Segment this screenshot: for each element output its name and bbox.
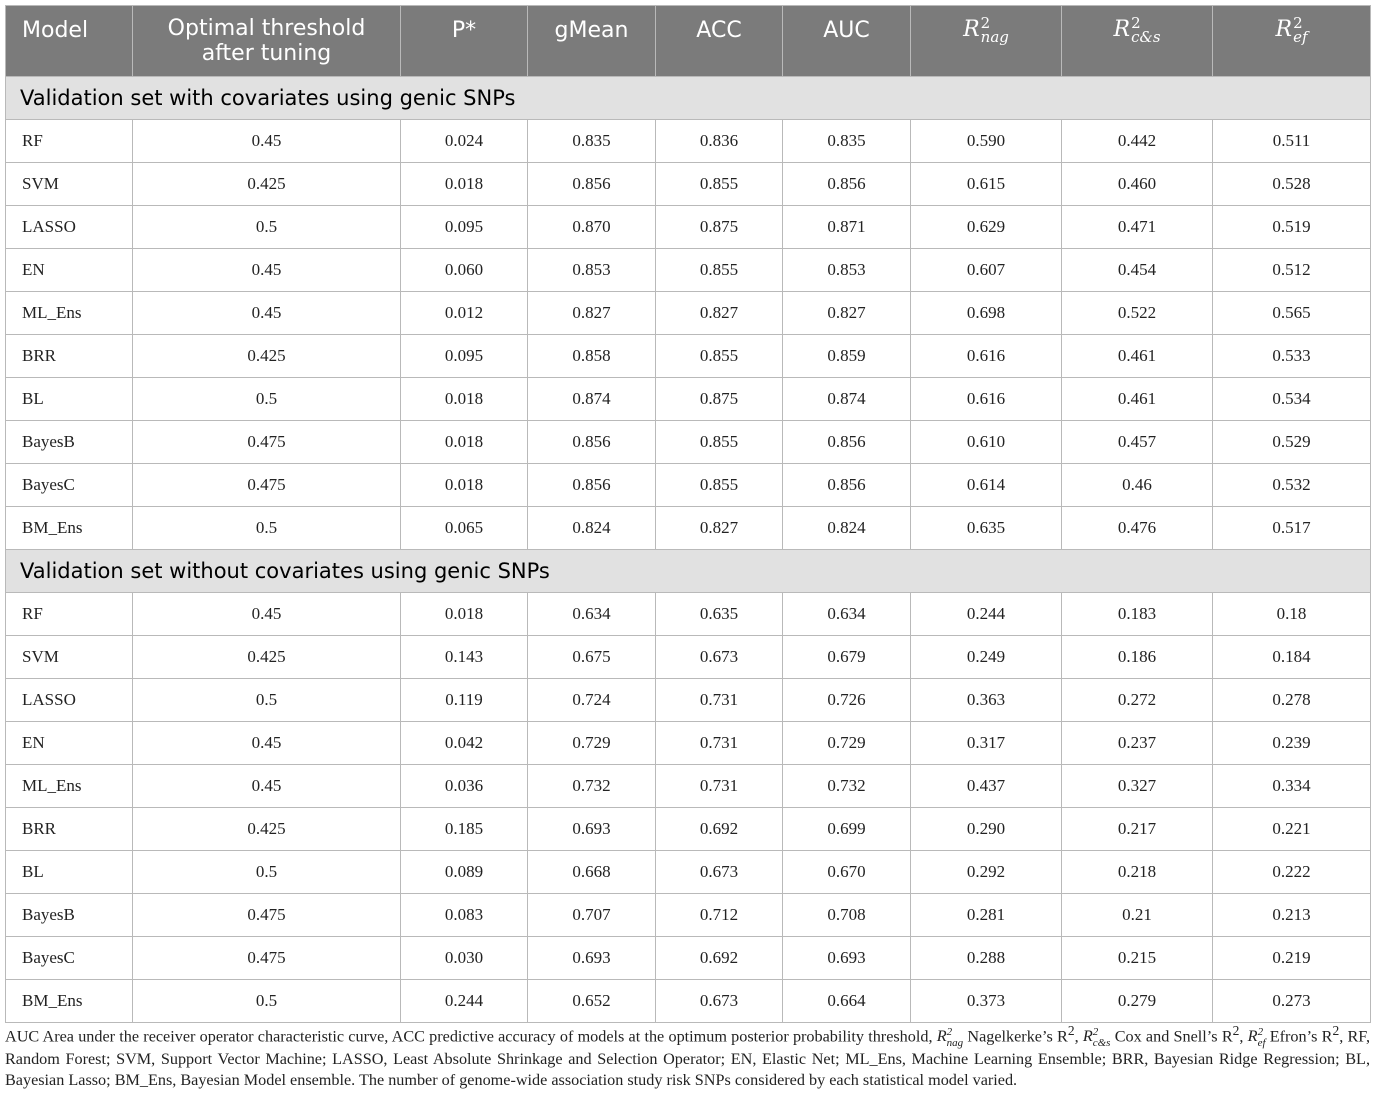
cell-acc: 0.855 [656,421,783,464]
header-auc: AUC [783,6,911,77]
r2-nag-sup: 2 [980,14,991,32]
cell-r2-cs: 0.21 [1062,894,1213,937]
footnote-sup-c: 2 [1332,1023,1340,1038]
table-row [6,120,1371,163]
cell-model: RF [6,593,133,636]
cell-r2-nag: 0.615 [911,163,1062,206]
cell-r2-ef: 0.529 [1213,421,1371,464]
cell-p: 0.018 [401,593,528,636]
table-row [6,980,1371,1023]
table-row [6,249,1371,292]
cell-p: 0.036 [401,765,528,808]
cell-auc: 0.708 [783,894,911,937]
footnote-r2cs-sub: c&s [1092,1036,1111,1049]
cell-auc: 0.835 [783,120,911,163]
cell-gmean: 0.827 [528,292,656,335]
table-row [6,507,1371,550]
cell-gmean: 0.693 [528,808,656,851]
results-table [5,5,1371,1023]
cell-auc: 0.699 [783,808,911,851]
cell-r2-ef: 0.528 [1213,163,1371,206]
cell-p: 0.143 [401,636,528,679]
cell-r2-nag: 0.629 [911,206,1062,249]
cell-auc: 0.693 [783,937,911,980]
cell-r2-cs: 0.461 [1062,335,1213,378]
cell-r2-nag: 0.616 [911,335,1062,378]
footnote-r2ef-sub: ef [1257,1036,1266,1049]
cell-gmean: 0.675 [528,636,656,679]
cell-model: BL [6,378,133,421]
cell-auc: 0.871 [783,206,911,249]
cell-r2-ef: 0.565 [1213,292,1371,335]
cell-r2-nag: 0.698 [911,292,1062,335]
cell-gmean: 0.858 [528,335,656,378]
cell-r2-nag: 0.244 [911,593,1062,636]
cell-acc: 0.875 [656,378,783,421]
cell-acc: 0.731 [656,722,783,765]
header-p: P* [401,6,528,77]
cell-acc: 0.875 [656,206,783,249]
header-threshold-line1: Optimal threshold [167,16,366,41]
cell-r2-nag: 0.590 [911,120,1062,163]
cell-auc: 0.856 [783,163,911,206]
cell-threshold: 0.425 [133,335,401,378]
footnote-sup-b: 2 [1232,1023,1240,1038]
cell-r2-ef: 0.533 [1213,335,1371,378]
r2-nag-sub: nag [980,28,1009,46]
cell-acc: 0.731 [656,765,783,808]
cell-r2-cs: 0.476 [1062,507,1213,550]
footnote-r2cs-sup: 2 [1092,1025,1099,1038]
header-gmean: gMean [528,6,656,77]
cell-r2-nag: 0.610 [911,421,1062,464]
footnote-part3: , [1074,1027,1079,1046]
cell-p: 0.018 [401,163,528,206]
cell-p: 0.119 [401,679,528,722]
footnote-sup-a: 2 [1067,1023,1075,1038]
cell-threshold: 0.5 [133,980,401,1023]
cell-r2-nag: 0.373 [911,980,1062,1023]
section-title: Validation set without covariates using genic SNPs [6,550,1371,593]
footnote-part2: Nagelkerke’s R [967,1027,1068,1046]
cell-model: BL [6,851,133,894]
cell-r2-cs: 0.279 [1062,980,1213,1023]
cell-threshold: 0.5 [133,507,401,550]
table-row [6,464,1371,507]
cell-r2-ef: 0.511 [1213,120,1371,163]
cell-gmean: 0.729 [528,722,656,765]
section-header-row [6,550,1371,593]
table-row [6,206,1371,249]
table-row [6,937,1371,980]
cell-model: BM_Ens [6,507,133,550]
r2-cs-sub: c&s [1131,28,1161,46]
cell-r2-nag: 0.607 [911,249,1062,292]
cell-gmean: 0.874 [528,378,656,421]
cell-acc: 0.692 [656,937,783,980]
cell-r2-ef: 0.517 [1213,507,1371,550]
cell-r2-cs: 0.460 [1062,163,1213,206]
cell-acc: 0.673 [656,851,783,894]
cell-r2-ef: 0.278 [1213,679,1371,722]
cell-r2-cs: 0.327 [1062,765,1213,808]
cell-threshold: 0.5 [133,851,401,894]
cell-threshold: 0.45 [133,722,401,765]
footnote-r2nag-symbol: R 2 nag [936,1025,964,1049]
cell-threshold: 0.45 [133,120,401,163]
cell-gmean: 0.856 [528,163,656,206]
footnote-part4: Cox and Snell’s R [1114,1027,1233,1046]
cell-auc: 0.824 [783,507,911,550]
cell-acc: 0.855 [656,163,783,206]
table-row [6,421,1371,464]
cell-threshold: 0.425 [133,808,401,851]
cell-threshold: 0.45 [133,249,401,292]
cell-gmean: 0.724 [528,679,656,722]
cell-threshold: 0.5 [133,206,401,249]
cell-auc: 0.853 [783,249,911,292]
cell-r2-cs: 0.471 [1062,206,1213,249]
table-row [6,679,1371,722]
cell-acc: 0.836 [656,120,783,163]
cell-r2-cs: 0.461 [1062,378,1213,421]
table-row [6,808,1371,851]
cell-r2-cs: 0.457 [1062,421,1213,464]
cell-r2-cs: 0.183 [1062,593,1213,636]
cell-gmean: 0.856 [528,464,656,507]
cell-model: SVM [6,163,133,206]
cell-p: 0.095 [401,335,528,378]
footnote-part1: AUC Area under the receiver operator characteristic curve, ACC predictive accuracy of models at the optimum posterior probability threshold, [5,1027,933,1046]
cell-r2-ef: 0.512 [1213,249,1371,292]
table-row [6,378,1371,421]
r2-cs-base: R [1113,17,1131,42]
table-row [6,894,1371,937]
cell-p: 0.060 [401,249,528,292]
cell-acc: 0.855 [656,249,783,292]
header-model: Model [6,6,133,77]
cell-acc: 0.673 [656,636,783,679]
cell-p: 0.244 [401,980,528,1023]
cell-r2-cs: 0.218 [1062,851,1213,894]
cell-p: 0.012 [401,292,528,335]
cell-acc: 0.712 [656,894,783,937]
cell-acc: 0.855 [656,335,783,378]
cell-model: EN [6,722,133,765]
table-header [6,6,1371,77]
footnote-r2ef-symbol: R 2 ef [1247,1025,1266,1049]
section-header-row [6,77,1371,120]
cell-model: LASSO [6,206,133,249]
table-row [6,335,1371,378]
cell-threshold: 0.5 [133,679,401,722]
cell-p: 0.030 [401,937,528,980]
cell-model: ML_Ens [6,292,133,335]
cell-r2-ef: 0.334 [1213,765,1371,808]
cell-r2-ef: 0.213 [1213,894,1371,937]
cell-gmean: 0.707 [528,894,656,937]
cell-threshold: 0.475 [133,894,401,937]
cell-model: SVM [6,636,133,679]
cell-r2-ef: 0.184 [1213,636,1371,679]
header-r2-ef [1213,6,1371,77]
cell-acc: 0.635 [656,593,783,636]
cell-r2-ef: 0.18 [1213,593,1371,636]
cell-r2-cs: 0.272 [1062,679,1213,722]
header-threshold [133,6,401,77]
cell-auc: 0.856 [783,464,911,507]
cell-gmean: 0.853 [528,249,656,292]
cell-threshold: 0.475 [133,937,401,980]
cell-model: BM_Ens [6,980,133,1023]
cell-p: 0.089 [401,851,528,894]
cell-r2-cs: 0.215 [1062,937,1213,980]
cell-model: ML_Ens [6,765,133,808]
cell-model: BRR [6,808,133,851]
cell-auc: 0.859 [783,335,911,378]
cell-acc: 0.827 [656,292,783,335]
r2-ef-sup: 2 [1293,14,1303,32]
header-acc: ACC [656,6,783,77]
cell-gmean: 0.835 [528,120,656,163]
cell-auc: 0.726 [783,679,911,722]
table-row [6,851,1371,894]
cell-r2-nag: 0.363 [911,679,1062,722]
footnote-r2nag-sub: nag [946,1036,964,1049]
cell-r2-nag: 0.249 [911,636,1062,679]
cell-model: BayesB [6,894,133,937]
cell-auc: 0.670 [783,851,911,894]
cell-acc: 0.731 [656,679,783,722]
table-row [6,593,1371,636]
table-body [6,77,1371,1023]
cell-r2-cs: 0.186 [1062,636,1213,679]
cell-r2-ef: 0.519 [1213,206,1371,249]
cell-r2-nag: 0.281 [911,894,1062,937]
footnote-part5: , [1239,1027,1244,1046]
cell-threshold: 0.5 [133,378,401,421]
cell-threshold: 0.475 [133,421,401,464]
cell-r2-ef: 0.534 [1213,378,1371,421]
cell-p: 0.185 [401,808,528,851]
r2-cs-sup: 2 [1131,14,1141,32]
cell-threshold: 0.45 [133,593,401,636]
cell-p: 0.095 [401,206,528,249]
cell-auc: 0.634 [783,593,911,636]
cell-r2-ef: 0.219 [1213,937,1371,980]
cell-r2-cs: 0.217 [1062,808,1213,851]
footnote-r2nag-sup: 2 [946,1025,953,1038]
cell-p: 0.024 [401,120,528,163]
cell-p: 0.083 [401,894,528,937]
cell-auc: 0.729 [783,722,911,765]
cell-r2-cs: 0.46 [1062,464,1213,507]
cell-gmean: 0.824 [528,507,656,550]
cell-r2-nag: 0.614 [911,464,1062,507]
footnote-r2cs-symbol: R 2 c&s [1082,1025,1111,1049]
table-row [6,292,1371,335]
cell-p: 0.042 [401,722,528,765]
cell-model: BayesC [6,464,133,507]
cell-r2-nag: 0.292 [911,851,1062,894]
cell-acc: 0.827 [656,507,783,550]
cell-auc: 0.664 [783,980,911,1023]
footnote-part6: Efron’s R [1269,1027,1333,1046]
cell-gmean: 0.668 [528,851,656,894]
cell-r2-nag: 0.616 [911,378,1062,421]
cell-acc: 0.673 [656,980,783,1023]
cell-auc: 0.732 [783,765,911,808]
cell-gmean: 0.652 [528,980,656,1023]
header-r2-nag [911,6,1062,77]
cell-gmean: 0.634 [528,593,656,636]
cell-p: 0.018 [401,378,528,421]
table-row [6,722,1371,765]
cell-r2-cs: 0.237 [1062,722,1213,765]
cell-r2-nag: 0.288 [911,937,1062,980]
cell-r2-nag: 0.437 [911,765,1062,808]
r2-ef-sub: ef [1293,28,1308,46]
cell-threshold: 0.425 [133,163,401,206]
cell-model: BayesC [6,937,133,980]
r2-nag-base: R [963,17,980,42]
cell-r2-ef: 0.222 [1213,851,1371,894]
cell-p: 0.018 [401,421,528,464]
cell-threshold: 0.45 [133,292,401,335]
cell-acc: 0.855 [656,464,783,507]
header-row [6,6,1371,77]
cell-r2-cs: 0.442 [1062,120,1213,163]
table-row [6,765,1371,808]
cell-r2-nag: 0.317 [911,722,1062,765]
cell-model: EN [6,249,133,292]
cell-r2-ef: 0.532 [1213,464,1371,507]
footnote-r2ef-sup: 2 [1257,1025,1264,1038]
cell-r2-cs: 0.454 [1062,249,1213,292]
r2-ef-base: R [1275,17,1293,42]
cell-r2-nag: 0.635 [911,507,1062,550]
cell-r2-nag: 0.290 [911,808,1062,851]
cell-r2-ef: 0.221 [1213,808,1371,851]
cell-threshold: 0.425 [133,636,401,679]
cell-acc: 0.692 [656,808,783,851]
cell-p: 0.018 [401,464,528,507]
header-threshold-line2: after tuning [201,41,332,66]
cell-gmean: 0.693 [528,937,656,980]
table-row [6,636,1371,679]
cell-auc: 0.856 [783,421,911,464]
cell-gmean: 0.870 [528,206,656,249]
cell-r2-ef: 0.239 [1213,722,1371,765]
cell-r2-ef: 0.273 [1213,980,1371,1023]
cell-threshold: 0.475 [133,464,401,507]
cell-auc: 0.827 [783,292,911,335]
table-footnote [5,1020,1370,1091]
cell-r2-cs: 0.522 [1062,292,1213,335]
cell-gmean: 0.856 [528,421,656,464]
cell-model: RF [6,120,133,163]
footnote-part7: , RF, Random Forest; SVM, Support Vector Machine; LASSO, Least Absolute Shrinkage and Selection Operator; EN, Elastic Net; ML_Ens, Machine Learning Ensemble; BRR, Bayesian Ridge Regression; BL, Bayesian Lasso; BM_Ens, Bayesian Model ensemble. The number of genome-wide association study risk SNPs considered by each statistical model varied. [5,1027,1371,1089]
cell-auc: 0.679 [783,636,911,679]
table-row [6,163,1371,206]
cell-model: BRR [6,335,133,378]
cell-auc: 0.874 [783,378,911,421]
header-r2-cs [1062,6,1213,77]
cell-p: 0.065 [401,507,528,550]
cell-model: BayesB [6,421,133,464]
cell-threshold: 0.45 [133,765,401,808]
cell-model: LASSO [6,679,133,722]
section-title: Validation set with covariates using genic SNPs [6,77,1371,120]
cell-gmean: 0.732 [528,765,656,808]
